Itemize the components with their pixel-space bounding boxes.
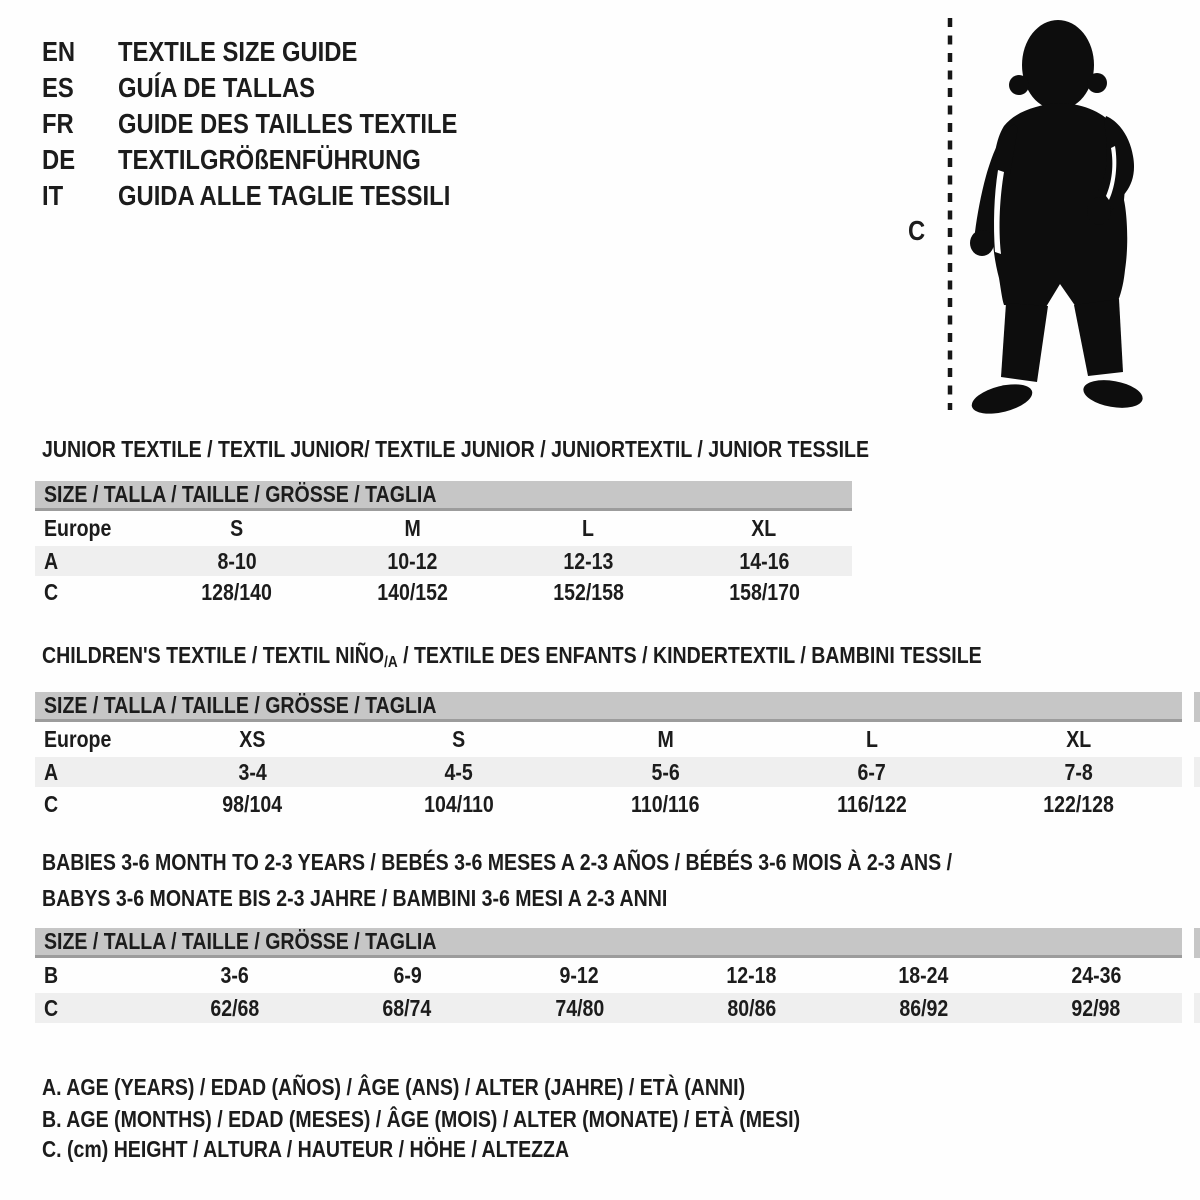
junior-section-title: JUNIOR TEXTILE / TEXTIL JUNIOR/ TEXTILE JUNIOR / JUNIORTEXTIL / JUNIOR TESSILE bbox=[42, 436, 870, 462]
cropped-header-sliver-children bbox=[1194, 692, 1200, 722]
language-title-es: GUÍA DE TALLAS bbox=[118, 72, 316, 103]
babies-section-title-line2: BABYS 3-6 MONATE BIS 2-3 JAHRE / BAMBINI 3-6 MESI A 2-3 ANNI bbox=[42, 885, 668, 911]
babies-row-months: B 3-6 6-9 9-12 12-18 18-24 24-36 bbox=[44, 962, 1121, 988]
language-code-it: IT bbox=[42, 180, 64, 211]
language-code-de: DE bbox=[42, 144, 76, 175]
junior-size-table bbox=[35, 481, 852, 609]
children-section-title: CHILDREN'S TEXTILE / TEXTIL NIÑO/A / TEXTILE DES ENFANTS / KINDERTEXTIL / BAMBINI TESSILE bbox=[42, 642, 982, 671]
language-code-es: ES bbox=[42, 72, 74, 103]
language-title-fr: GUIDE DES TAILLES TEXTILE bbox=[118, 108, 458, 139]
junior-row-age: A 8-10 10-12 12-13 14-16 bbox=[35, 546, 852, 576]
language-row-en bbox=[42, 37, 682, 67]
footnote-age-months: B. AGE (MONTHS) / EDAD (MESES) / ÂGE (MOIS) / ALTER (MONATE) / ETÀ (MESI) bbox=[42, 1106, 801, 1132]
footnote-age-years: A. AGE (YEARS) / EDAD (AÑOS) / ÂGE (ANS) / ALTER (JAHRE) / ETÀ (ANNI) bbox=[42, 1074, 746, 1100]
babies-row-height: C 62/68 68/74 74/80 80/86 86/92 92/98 bbox=[35, 993, 1182, 1023]
babies-size-table bbox=[35, 928, 1182, 1023]
children-size-header-bar: SIZE / TALLA / TAILLE / GRÖSSE / TAGLIA bbox=[35, 692, 1182, 722]
row-label: Europe bbox=[44, 726, 112, 752]
language-row-fr bbox=[42, 109, 682, 139]
junior-size-header-bar: SIZE / TALLA / TAILLE / GRÖSSE / TAGLIA bbox=[35, 481, 852, 511]
junior-row-europe: Europe S M L XL bbox=[44, 515, 777, 541]
nino-a-subscript: /A bbox=[384, 654, 398, 671]
height-measure-label: C bbox=[908, 215, 926, 246]
footnote-height-cm: C. (cm) HEIGHT / ALTURA / HAUTEUR / HÖHE / ALTEZZA bbox=[42, 1136, 570, 1162]
cropped-header-sliver-babies bbox=[1194, 928, 1200, 958]
language-row-de bbox=[42, 145, 682, 175]
babies-size-header-bar: SIZE / TALLA / TAILLE / GRÖSSE / TAGLIA bbox=[35, 928, 1182, 958]
language-title-en: TEXTILE SIZE GUIDE bbox=[118, 36, 358, 67]
language-row-es bbox=[42, 73, 682, 103]
children-row-height: C 98/104 104/110 110/116 116/122 122/128 bbox=[44, 790, 1114, 817]
language-title-it: GUIDA ALLE TAGLIE TESSILI bbox=[118, 180, 451, 211]
toddler-silhouette bbox=[898, 10, 1146, 414]
language-row-it bbox=[42, 181, 682, 211]
row-label: C bbox=[44, 994, 59, 1021]
row-label: C bbox=[44, 790, 59, 817]
language-title-de: TEXTILGRÖßENFÜHRUNG bbox=[118, 144, 421, 175]
cropped-row-sliver-children bbox=[1194, 757, 1200, 787]
babies-section-title-line1: BABIES 3-6 MONTH TO 2-3 YEARS / BEBÉS 3-6 MESES A 2-3 AÑOS / BÉBÉS 3-6 MOIS À 2-3 ANS / bbox=[42, 849, 953, 875]
children-row-europe: Europe XS S M L XL bbox=[44, 726, 1092, 752]
row-label: Europe bbox=[44, 515, 112, 541]
children-size-table bbox=[35, 692, 1182, 821]
cropped-row-sliver-babies bbox=[1194, 993, 1200, 1023]
junior-row-height: C 128/140 140/152 152/158 158/170 bbox=[44, 579, 800, 605]
language-code-fr: FR bbox=[42, 108, 74, 139]
row-label: A bbox=[44, 758, 59, 785]
children-row-age: A 3-4 4-5 5-6 6-7 7-8 bbox=[35, 757, 1182, 787]
language-code-en: EN bbox=[42, 36, 76, 67]
row-label: A bbox=[44, 547, 59, 574]
row-label: B bbox=[44, 962, 59, 988]
row-label: C bbox=[44, 579, 59, 605]
